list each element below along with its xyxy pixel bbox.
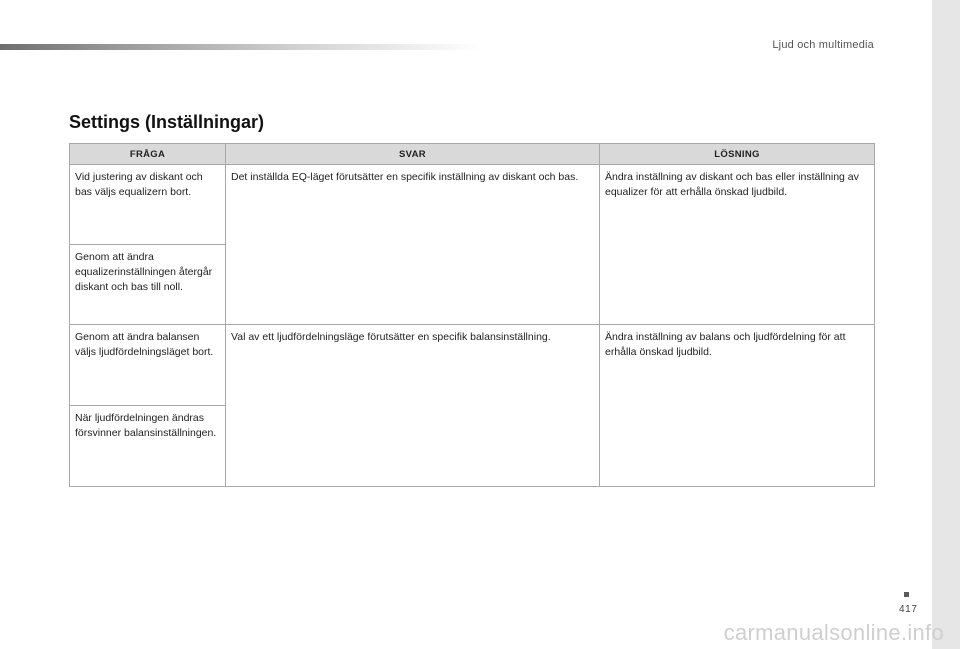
solution-cell: Ändra inställning av diskant och bas eller inställning av equalizer för att erhålla önskad ljudbild. bbox=[600, 165, 875, 325]
page-side-strip bbox=[932, 0, 960, 649]
section-title: Ljud och multimedia bbox=[772, 39, 874, 51]
table-row bbox=[70, 325, 875, 406]
troubleshooting-table bbox=[69, 143, 875, 487]
answer-cell: Det inställda EQ-läget förutsätter en specifik inställning av diskant och bas. bbox=[226, 165, 600, 325]
question-cell: Genom att ändra equalizerinställningen återgår diskant och bas till noll. bbox=[70, 245, 226, 325]
header-gradient-rule bbox=[0, 44, 480, 50]
page-number: 417 bbox=[899, 604, 918, 615]
column-header-answer: SVAR bbox=[226, 144, 600, 165]
question-cell: Vid justering av diskant och bas väljs equalizern bort. bbox=[70, 165, 226, 245]
column-header-question: FRÅGA bbox=[70, 144, 226, 165]
table-row bbox=[70, 165, 875, 245]
column-header-solution: LÖSNING bbox=[600, 144, 875, 165]
answer-cell: Val av ett ljudfördelningsläge förutsätter en specifik balansinställning. bbox=[226, 325, 600, 487]
solution-cell: Ändra inställning av balans och ljudfördelning för att erhålla önskad ljudbild. bbox=[600, 325, 875, 487]
watermark: carmanualsonline.info bbox=[723, 620, 944, 645]
page-title: Settings (Inställningar) bbox=[69, 112, 265, 132]
table-header-row bbox=[70, 144, 875, 165]
question-cell: Genom att ändra balansen väljs ljudfördelningsläget bort. bbox=[70, 325, 226, 406]
question-cell: När ljudfördelningen ändras försvinner balansinställningen. bbox=[70, 406, 226, 487]
page-marker-square bbox=[904, 592, 909, 597]
